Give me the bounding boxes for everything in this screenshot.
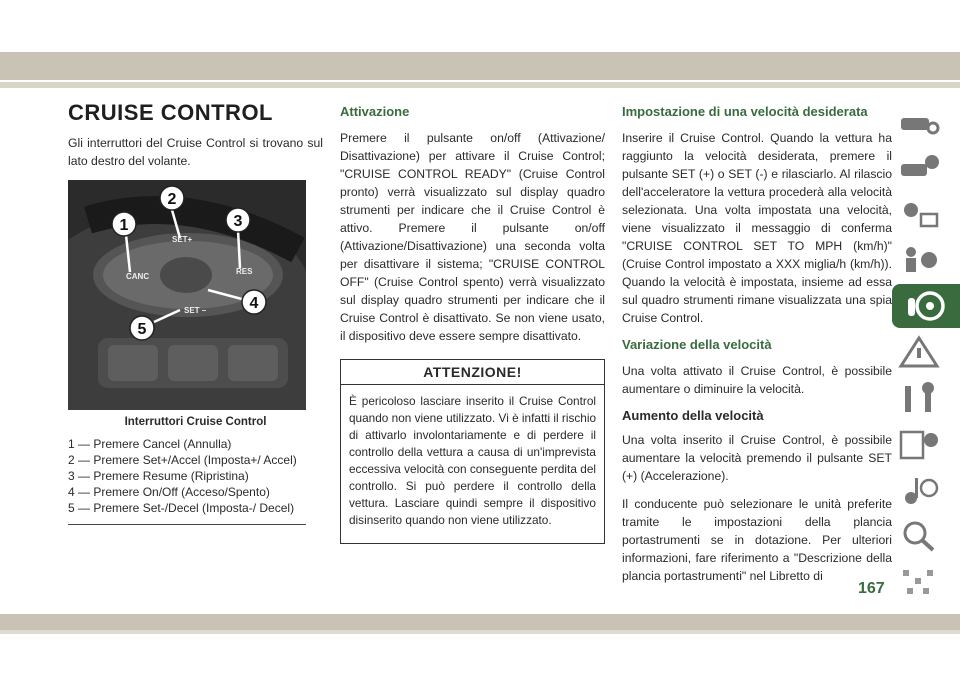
tab-driving[interactable] <box>892 284 960 328</box>
legend-item: 1 — Premere Cancel (Annulla) <box>68 437 232 451</box>
warning-box <box>340 359 605 544</box>
column-2 <box>340 100 605 544</box>
tab-vehicle-info[interactable] <box>892 100 946 144</box>
column-1 <box>68 100 323 525</box>
unita-text: Il conducente può selezionare le unità preferite tramite le impostazioni della plancia portastrumenti se in dotazione. Per ulteriori informazioni, fare riferimento a "Descrizione della plancia portastrumenti" nel Libretto di <box>622 497 892 583</box>
attivazione-text: Premere il pulsante on/off (Attivazione/ Disattivazione) per attivare il Cruise Control; "CRUISE CONTROL READY" (Cruise Control pronto) verrà visualizzato sul display quadro strumenti per indicare che il Cruise Control è attivo. Premere il pulsante on/off (Attivazione/Disattivazione) una seconda volta per disattivare il sistema; "CRUISE CONTROL OFF" (Cruise Control spento) verrà visualizzato sul display quadro strumenti per indicare che il Cruise Control è disattivato. Se non viene usato, il dispositivo deve essere sempre disattivato. <box>340 131 605 343</box>
tab-index[interactable] <box>892 514 946 558</box>
label-res: RES <box>236 267 253 276</box>
section-heading-impostazione: Impostazione di una velocità desiderata <box>622 104 868 119</box>
chapter-tabs <box>892 100 960 606</box>
label-set-minus: SET – <box>184 306 207 315</box>
tab-multimedia[interactable] <box>892 468 946 512</box>
tab-safety[interactable] <box>892 238 946 282</box>
page-title: CRUISE CONTROL <box>68 100 273 125</box>
section-heading-variazione: Variazione della velocità <box>622 337 772 352</box>
section-heading-attivazione: Attivazione <box>340 104 410 119</box>
intro-text: Gli interruttori del Cruise Control si trovano sul lato destro del volante. <box>68 136 323 168</box>
figure-caption: Interruttori Cruise Control <box>124 416 267 428</box>
tab-emergency[interactable] <box>892 330 946 374</box>
bottom-band <box>0 614 960 630</box>
callout-5 <box>130 316 154 340</box>
list-gear-icon <box>897 426 941 462</box>
steering-wheel-icon <box>904 288 948 324</box>
legend-item: 5 — Premere Set-/Decel (Imposta-/ Decel) <box>68 501 295 515</box>
legend-item: 3 — Premere Resume (Ripristina) <box>68 469 249 483</box>
svg-text:1: 1 <box>119 217 129 234</box>
callout-1 <box>112 212 136 236</box>
tab-maintenance[interactable] <box>892 376 946 420</box>
music-note-icon <box>897 472 941 508</box>
variazione-text: Una volta attivato il Cruise Control, è possibile aumentare o diminuire la velocità. <box>622 364 892 396</box>
light-message-icon <box>897 196 941 232</box>
warning-title: ATTENZIONE! <box>341 360 604 385</box>
svg-text:2: 2 <box>167 191 177 208</box>
car-key-icon <box>897 104 941 140</box>
svg-text:5: 5 <box>137 321 147 338</box>
steering-wheel-photo <box>68 180 306 410</box>
aumento-text: Una volta inserito il Cruise Control, è possibile aumentare la velocità premendo il pulsante SET (+) (Accelerazione). <box>622 433 892 483</box>
airbag-icon <box>897 242 941 278</box>
label-canc: CANC <box>126 272 150 281</box>
callout-3 <box>226 208 250 232</box>
column-3 <box>622 100 892 595</box>
car-info-icon <box>897 150 941 186</box>
legend-item: 4 — Premere On/Off (Acceso/Spento) <box>68 485 270 499</box>
subheading-aumento: Aumento della velocità <box>622 408 764 423</box>
steering-wheel-illustration <box>68 180 306 410</box>
warning-triangle-icon <box>897 334 941 370</box>
label-set-plus: SET+ <box>172 235 193 244</box>
legend-divider <box>68 524 306 525</box>
callout-4 <box>242 290 266 314</box>
tab-alphabet[interactable] <box>892 560 946 604</box>
bottom-band-thin <box>0 630 960 634</box>
tab-specs[interactable] <box>892 422 946 466</box>
tab-instruments[interactable] <box>892 146 946 190</box>
wrench-icon <box>897 380 941 416</box>
top-band-thin <box>0 82 960 88</box>
legend-item: 2 — Premere Set+/Accel (Imposta+/ Accel) <box>68 453 297 467</box>
impostazione-text: Inserire il Cruise Control. Quando la vettura ha raggiunto la velocità desiderata, premere il pulsante SET (+) o SET (-) e rilasciarlo. Al rilascio dell'acceleratore la vettura procederà alla velocità selezionata. Una volta impostata una velocità, viene visualizzato il messaggio di conferma "CRUISE CONTROL SET TO MPH (km/h)" (Cruise Control impostato a XXX miglia/h (km/h)). Quando la velocità è impostata, insieme ad essa sul quadro strumenti rimane visualizzata una spia Cruise Control. <box>622 131 892 325</box>
page-number: 167 <box>858 580 885 597</box>
alphabet-icon <box>897 564 941 600</box>
warning-text: È pericoloso lasciare inserito il Cruise Control quando non viene utilizzato. Vi è infatti il rischio di attivarlo involontariamente e di perdere il controllo della vettura a causa di un'imprevista eccessiva velocità con conseguente perdita del controllo. Si può perdere il controllo della vettura. Lasciare quindi sempre il dispositivo disinserito quando non viene utilizzato. <box>349 394 597 527</box>
magnifier-icon <box>897 518 941 554</box>
svg-text:3: 3 <box>233 213 243 230</box>
callout-2 <box>160 186 184 210</box>
figure-legend <box>68 436 323 516</box>
svg-text:4: 4 <box>249 295 259 312</box>
tab-lights-messages[interactable] <box>892 192 946 236</box>
top-band <box>0 52 960 80</box>
